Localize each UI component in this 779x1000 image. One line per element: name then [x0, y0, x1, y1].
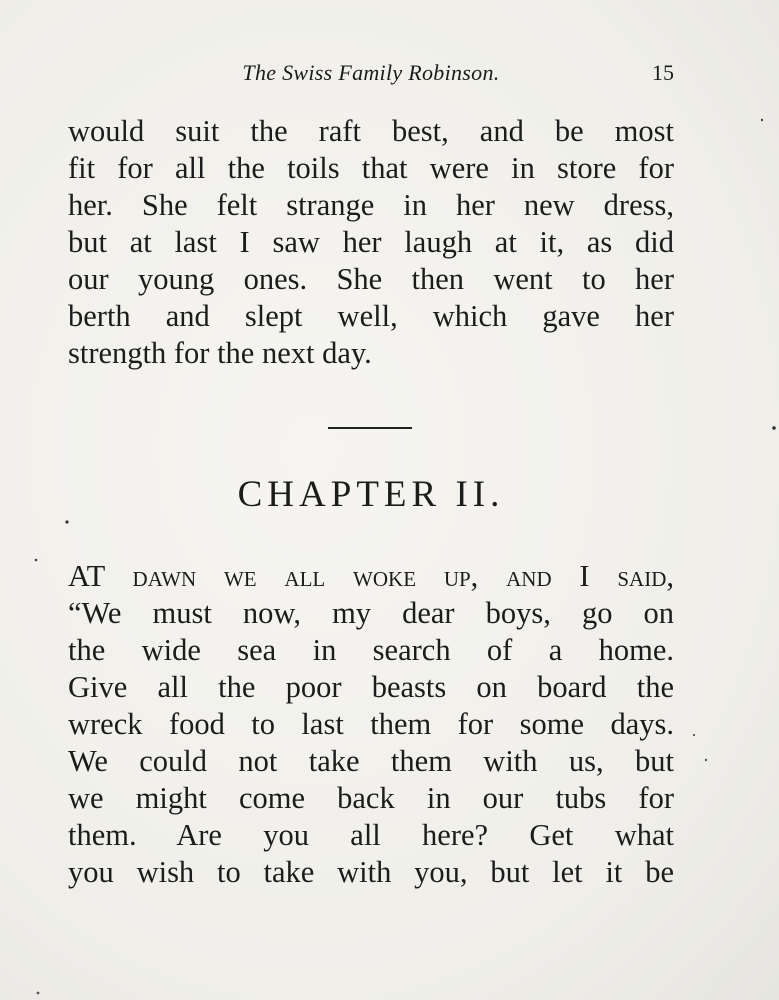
running-title: The Swiss Family Robinson. [242, 60, 500, 85]
text-line: you wish to take with you, but let it be [68, 855, 674, 889]
ink-speck [35, 559, 38, 562]
text-line: we might come back in our tubs for [68, 781, 674, 815]
ink-speck [761, 119, 763, 121]
ink-speck [705, 759, 707, 761]
text-line: wreck food to last them for some days. [68, 707, 674, 741]
text-line: them. Are you all here? Get what [68, 818, 674, 852]
text-line: her. She felt strange in her new dress, [68, 188, 674, 222]
chapter-heading: CHAPTER II. [237, 474, 505, 515]
page-number: 15 [652, 60, 674, 85]
text-line: but at last I saw her laugh at it, as did [68, 225, 674, 259]
text-line: We could not take them with us, but [68, 744, 674, 778]
text-line: “We must now, my dear boys, go on [68, 596, 674, 630]
text-line: berth and slept well, which gave her [68, 299, 674, 333]
text-line: AT dawn we all woke up, and I said, [68, 559, 674, 593]
text-line: our young ones. She then went to her [68, 262, 674, 296]
ink-speck [65, 520, 68, 523]
ink-speck [37, 992, 40, 995]
text-line: would suit the raft best, and be most [68, 114, 674, 148]
ink-speck [693, 734, 695, 736]
text-line last-line: strength for the next day. [68, 336, 372, 370]
text-line: fit for all the toils that were in store for [68, 151, 674, 185]
text-line: the wide sea in search of a home. [68, 633, 674, 667]
text-line: Give all the poor beasts on board the [68, 670, 674, 704]
ink-speck [772, 426, 776, 430]
